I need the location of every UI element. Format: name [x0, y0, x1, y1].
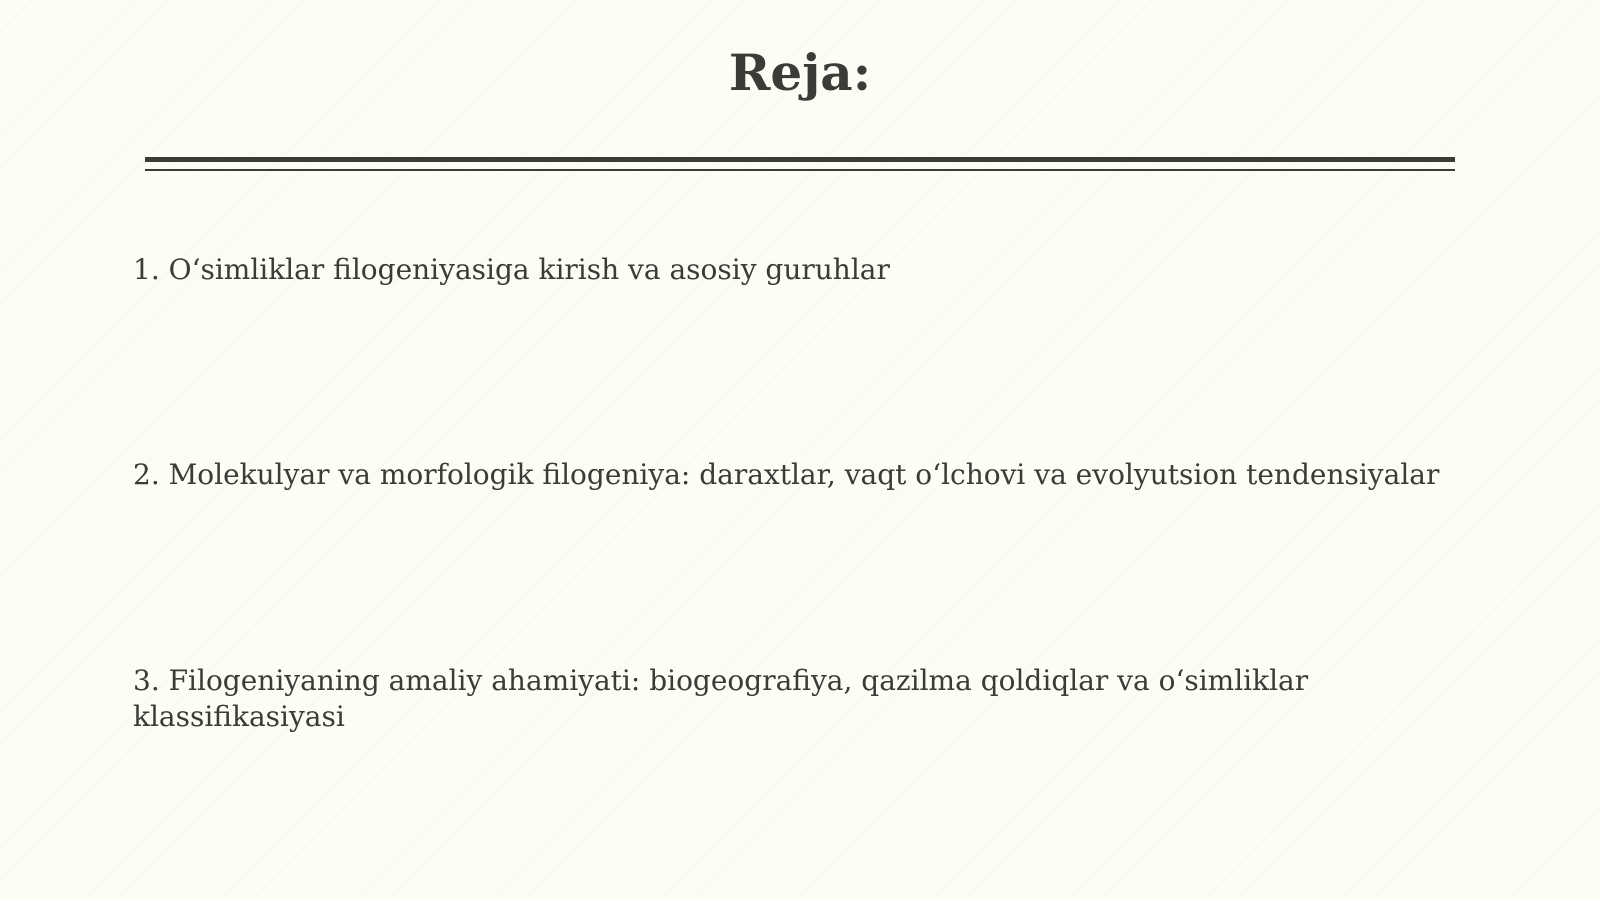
plan-item-3: 3. Filogeniyaning amaliy ahamiyati: biogeografiya, qazilma qoldiqlar va o‘simliklar klassifikasiyasi [133, 664, 1309, 733]
title-divider-thin [145, 169, 1455, 171]
plan-item-1: 1. O‘simliklar filogeniyasiga kirish va asosiy guruhlar [133, 253, 890, 286]
title-divider-thick [145, 157, 1455, 162]
plan-item-2: 2. Molekulyar va morfologik filogeniya: daraxtlar, vaqt o‘lchovi va evolyutsion tendensiyalar [133, 458, 1440, 491]
slide-title: Reja: [728, 43, 872, 102]
